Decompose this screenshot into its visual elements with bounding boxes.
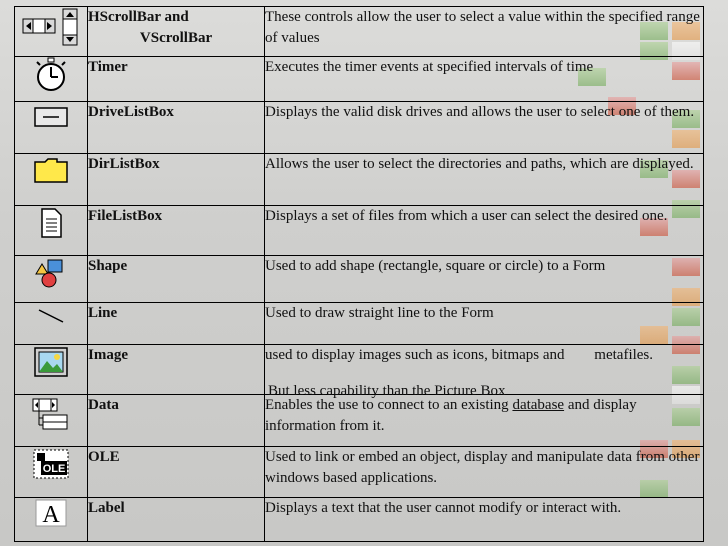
icon-cell xyxy=(15,256,88,302)
description: Used to add shape (rectangle, square or circle) to a Form xyxy=(265,258,606,275)
line-icon xyxy=(34,303,68,329)
description-cell xyxy=(265,206,704,256)
stopwatch-icon xyxy=(31,57,71,93)
description-line2: are displayed. xyxy=(610,155,694,172)
control-name: Line xyxy=(88,304,118,321)
description-line2: metafiles. xyxy=(594,346,654,363)
description: used to display images such as icons, bitmaps and xyxy=(265,346,565,363)
description: Displays a set of files from which a user can select the xyxy=(265,208,592,225)
description: Displays a text that the user cannot modify or interact with. xyxy=(265,499,622,516)
control-name: Shape xyxy=(88,258,128,275)
overlap-note: But less capability than the Picture Box xyxy=(268,383,506,399)
control-name-line2: VScrollBar xyxy=(139,30,213,46)
control-name: Data xyxy=(88,397,119,414)
controls-table xyxy=(14,6,704,542)
icon-cell xyxy=(15,302,88,344)
control-name: Timer xyxy=(88,59,128,76)
description-cell xyxy=(265,497,704,541)
description-text: Enables the use to connect to an existing xyxy=(265,397,509,414)
icon-cell xyxy=(15,101,88,153)
description-cell xyxy=(265,395,704,447)
label-icon xyxy=(34,498,68,528)
description-tail: and xyxy=(567,397,590,414)
control-name-cell xyxy=(88,344,265,394)
description: Allows the user to select the directories and paths, which xyxy=(265,155,607,172)
control-name: Label xyxy=(88,499,125,516)
table-row xyxy=(15,497,704,541)
description-cell xyxy=(265,7,704,57)
control-name-cell xyxy=(88,497,265,541)
svg-text:A: A xyxy=(42,501,60,528)
table-row xyxy=(15,57,704,101)
description-cell xyxy=(265,101,704,153)
table-row xyxy=(15,206,704,256)
table-row xyxy=(15,256,704,302)
control-name: FileListBox xyxy=(88,208,163,225)
icon-cell xyxy=(15,497,88,541)
shapes-icon xyxy=(34,256,68,290)
table-row xyxy=(15,7,704,57)
control-name: Image xyxy=(88,346,128,363)
icon-cell xyxy=(15,57,88,101)
description-cell xyxy=(265,153,704,205)
control-name-cell xyxy=(88,57,265,101)
drive-icon xyxy=(31,102,71,132)
description-line2: desired one. xyxy=(594,208,668,225)
description: Used to draw straight line to the Form xyxy=(265,304,494,321)
description-line2: display information from it. xyxy=(265,397,637,435)
control-name: OLE xyxy=(88,449,120,466)
scrollbar-icon xyxy=(19,7,83,47)
description-cell xyxy=(265,57,704,101)
icon-cell xyxy=(15,344,88,394)
database-link[interactable]: database xyxy=(512,397,565,414)
control-name-cell xyxy=(88,447,265,497)
control-name-cell xyxy=(88,395,265,447)
control-name-cell xyxy=(88,101,265,153)
svg-text:OLE: OLE xyxy=(42,463,66,476)
description-cell xyxy=(265,447,704,497)
description-line2: specified range of values xyxy=(265,9,700,46)
icon-cell xyxy=(15,447,88,497)
control-name: DirListBox xyxy=(88,155,160,172)
description: Displays the valid disk drives and allows the user to select xyxy=(265,103,615,120)
control-name: DriveListBox xyxy=(88,103,174,120)
description: Executes the timer events at specified intervals of time xyxy=(265,59,594,76)
folder-icon xyxy=(31,154,71,186)
icon-cell xyxy=(15,7,88,57)
control-name-cell xyxy=(88,153,265,205)
description-cell xyxy=(265,302,704,344)
control-name-cell xyxy=(88,7,265,57)
icon-cell xyxy=(15,395,88,447)
description: These controls allow the user to select a value within the xyxy=(265,9,605,25)
table-row xyxy=(15,302,704,344)
file-icon xyxy=(36,206,66,240)
table-row xyxy=(15,153,704,205)
image-icon xyxy=(32,345,70,379)
icon-cell xyxy=(15,206,88,256)
description-line2: one of them. xyxy=(618,103,695,120)
ole-icon xyxy=(31,447,71,481)
control-name-cell xyxy=(88,256,265,302)
control-name-cell xyxy=(88,302,265,344)
table-row xyxy=(15,395,704,447)
icon-cell xyxy=(15,153,88,205)
table-row xyxy=(15,101,704,153)
description-line2: data from other windows based applications. xyxy=(265,449,700,487)
table-row xyxy=(15,447,704,497)
description: Used to link or embed an object, display and manipulate xyxy=(265,449,604,466)
control-name: HScrollBar and xyxy=(88,9,189,25)
control-name-cell xyxy=(88,206,265,256)
description-cell xyxy=(265,256,704,302)
data-control-icon xyxy=(31,395,71,433)
